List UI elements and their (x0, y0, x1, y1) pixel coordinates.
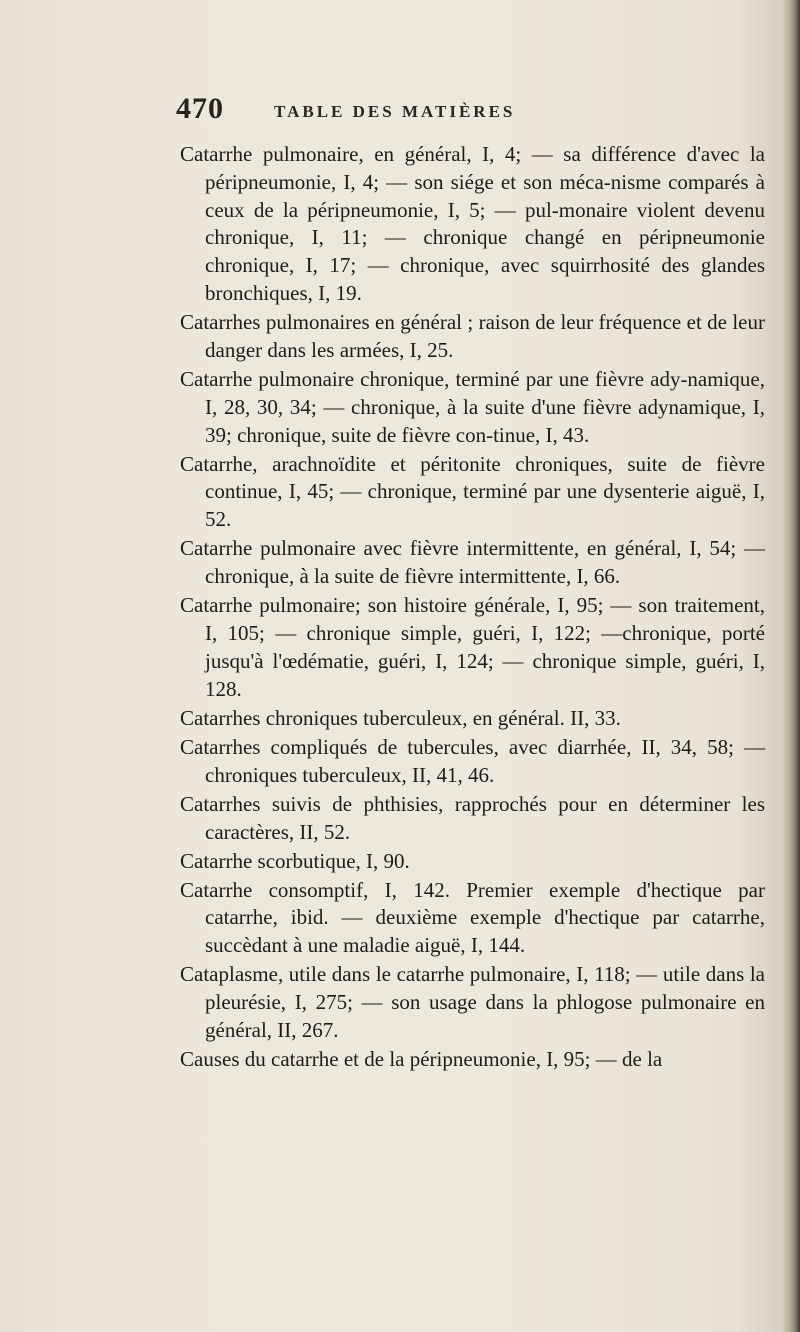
index-entry: Catarrhe pulmonaire, en général, I, 4; — sa différence d'avec la péripneumonie, I, 4; — son siége et son méca-nisme comparés à ceux de la péripneumonie, I, 5; — pul-monaire violent devenu chronique, I, 11; — chronique changé en péripneumonie chronique, I, 17; — chronique, avec squirrhosité des glandes bronchiques, I, 19. (180, 142, 765, 305)
index-entry: Catarrhe pulmonaire chronique, terminé par une fièvre ady-namique, I, 28, 30, 34; — chronique, à la suite d'une fièvre adynamique, I, 39; chronique, suite de fièvre con-tinue, I, 43. (180, 366, 765, 447)
index-entry: Catarrhes pulmonaires en général ; raison de leur fréquence et de leur danger dans les armées, I, 25. (180, 310, 765, 362)
index-entry: Cataplasme, utile dans le catarrhe pulmonaire, I, 118; — utile dans la pleurésie, I, 275; — son usage dans la phlogose pulmonaire en général, II, 267. (180, 962, 765, 1042)
index-entry: Catarrhe scorbutique, I, 90. (180, 848, 410, 873)
running-title: TABLE DES MATIÈRES (274, 102, 516, 121)
page-edge-shadow (782, 0, 800, 1332)
index-entry: Catarrhe, arachnoïdite et péritonite chroniques, suite de fièvre continue, I, 45; — chronique, terminé par une dysenterie aiguë, I, 52. (180, 451, 765, 532)
index-entry: Catarrhe pulmonaire avec fièvre intermittente, en général, I, 54; — chronique, à la suite de fièvre intermittente, I, 66. (180, 536, 765, 589)
page-number: 470 (176, 92, 224, 125)
index-entry: Catarrhe consomptif, I, 142. Premier exemple d'hectique par catarrhe, ibid. — deuxième exemple d'hectique par catarrhe, succèdant à une maladie aiguë, I, 144. (180, 877, 765, 958)
page-header (176, 92, 736, 132)
index-entry: Catarrhes compliqués de tubercules, avec diarrhée, II, 34, 58; — chroniques tuberculeux, II, 41, 46. (180, 734, 765, 787)
index-entry: Catarrhes suivis de phthisies, rapprochés pour en déterminer les caractères, II, 52. (180, 791, 765, 844)
index-entry: Catarrhes chroniques tuberculeux, en général. II, 33. (180, 705, 621, 730)
index-entry: Causes du catarrhe et de la péripneumonie, I, 95; — de la (180, 1047, 663, 1072)
index-entry: Catarrhe pulmonaire; son histoire générale, I, 95; — son traitement, I, 105; — chronique simple, guéri, I, 122; —chronique, porté jusqu'à l'œdématie, guéri, I, 124; — chronique simple, guéri, I, 128. (180, 593, 765, 701)
index-entries (180, 141, 765, 1074)
